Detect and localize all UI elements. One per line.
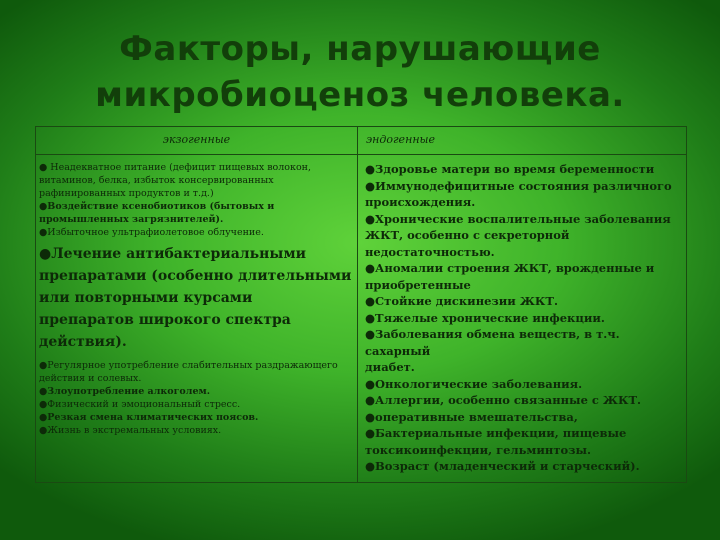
exo-line: витаминов, белка, избыток консервированных (39, 175, 274, 186)
exo-line: ●Жизнь в экстремальных условиях. (39, 425, 222, 436)
factors-table (35, 126, 687, 483)
endo-line: токсикоинфекции, гельминтозы. (365, 442, 591, 457)
endo-line: ●Иммунодефицитные состояния различного (365, 178, 672, 193)
exo-line: действия). (39, 334, 127, 350)
endo-line: ●Хронические воспалительные заболевания (365, 211, 671, 226)
exo-line: промышленных загрязнителей). (39, 214, 224, 225)
exo-line: препаратов широкого спектра (39, 312, 291, 328)
slide-title (0, 26, 720, 118)
exo-line: ●Регулярное употребление слабительных раздражающего (39, 360, 338, 371)
title-line-2: микробиоценоз человека. (95, 75, 625, 115)
exo-line: ●Избыточное ультрафиолетовое облучение. (39, 227, 264, 238)
exogenous-column (39, 161, 355, 437)
endo-line: ●Возраст (младенческий и старческий). (365, 459, 640, 473)
endo-line: ●оперативные вмешательства, (365, 409, 578, 424)
endo-line: ●Онкологические заболевания. (365, 376, 583, 391)
endo-line: ●Тяжелые хронические инфекции. (365, 310, 605, 325)
exo-line: рафинированных продуктов и т.д.) (39, 188, 214, 199)
endo-line: ●Аллергии, особенно связанные с ЖКТ. (365, 393, 642, 407)
endo-line: приобретенные (365, 277, 471, 292)
exo-line: ●Злоупотребление алкоголем. (39, 386, 211, 397)
column-divider (357, 127, 358, 482)
exo-line: ●Резкая смена климатических поясов. (39, 412, 259, 423)
endo-line: ●Стойкие дискинезии ЖКТ. (365, 294, 558, 308)
endo-line: ЖКТ, особенно с секреторной недостаточностью. (365, 228, 570, 259)
exo-line: или повторными курсами (39, 290, 253, 306)
exo-line: ●Лечение антибактериальными (39, 246, 306, 262)
header-endogenous: эндогенные (366, 133, 436, 146)
exo-line: препаратами (особенно длительными (39, 268, 352, 284)
header-divider (36, 154, 686, 155)
endogenous-column (365, 161, 683, 475)
endo-line: ●Здоровье матери во время беременности (365, 162, 655, 176)
endo-line: ●Аномалии строения ЖКТ, врожденные и (365, 261, 655, 275)
exo-line: ●Воздействие ксенобиотиков (бытовых и (39, 201, 275, 212)
exo-antibiotics-item (39, 243, 355, 353)
title-line-1: Факторы, нарушающие (119, 29, 601, 69)
endo-line: ●Бактериальные инфекции, пищевые (365, 426, 627, 440)
endo-line: происхождения. (365, 195, 476, 209)
endo-line: диабет. (365, 360, 415, 374)
endo-line: ●Заболевания обмена веществ, в т.ч. сахарный (365, 327, 620, 358)
header-exogenous: экзогенные (162, 133, 231, 146)
exo-line: ● Неадекватное питание (дефицит пищевых волокон, (39, 162, 312, 173)
exo-line: действия и солевых. (39, 373, 142, 384)
exo-line: ●Физический и эмоциональный стресс. (39, 399, 241, 410)
